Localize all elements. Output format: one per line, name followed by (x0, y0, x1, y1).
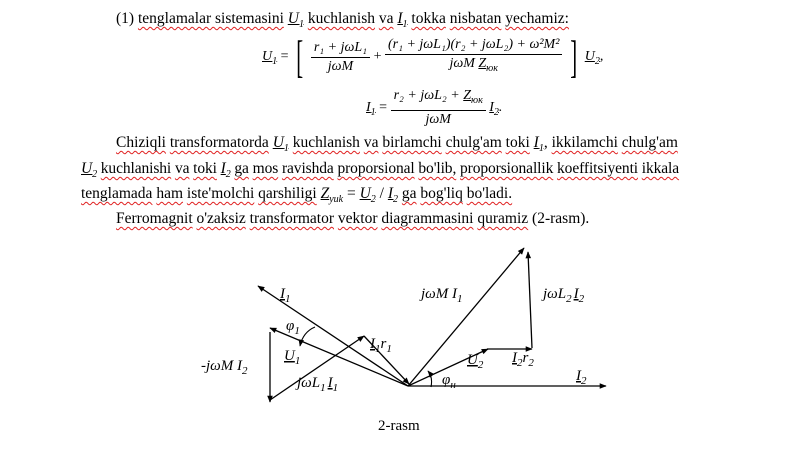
label-phi-n: $\varphi_н$ (442, 372, 456, 391)
label-I2: $I_2$ (576, 368, 587, 387)
label-I1: $I_1$ (280, 286, 291, 305)
vector-jwM-I1 (408, 248, 524, 386)
text-word: mos (252, 160, 279, 177)
label-jwM-I1: jωM $I_1$ (421, 286, 463, 305)
eq1-f1-denominator: jωM (327, 58, 354, 74)
eq1-f2-numerator: (r₁ + jωL₁)(r₂ + jωL₂) + ω²M² (385, 36, 562, 55)
text-word: va (378, 10, 394, 27)
text-word: va (363, 134, 379, 151)
text-word: Chiziqli (116, 134, 166, 151)
text-word: o'zaksiz (196, 210, 246, 227)
text-word: Ferromagnit (116, 210, 193, 227)
eq1-bracket-right: ] (570, 31, 578, 82)
eq1-plus: + (373, 49, 382, 65)
text-word: kuchlanishi (100, 160, 172, 177)
label-I1r1: $I_1r_1$ (370, 336, 392, 355)
text-word: proporsional (337, 160, 415, 177)
label-jwL2-I2: jωL$_2$ $I_2$ (543, 286, 585, 305)
var-I1: $I_1$ (533, 134, 544, 155)
label-minus-jwM-I2: -jωM $I_2$ (201, 358, 248, 377)
text-word: transformatorda (169, 134, 269, 151)
text-word: kuchlanish (307, 10, 375, 27)
text-word: koeffitsiyenti (557, 160, 638, 177)
text-word: quramiz (477, 210, 529, 227)
formula-zyuk: $Z_{yuk} = U_2 / I_2$ (320, 185, 399, 206)
angle-arc-phi-n (428, 371, 432, 387)
eq1-rhs: $U_2$ (584, 49, 600, 68)
var-U1: $U_1$ (287, 10, 304, 31)
text-word: va (174, 160, 190, 177)
label-jwL1-I1: jωL$_1$ $I_1$ (297, 375, 339, 394)
var-I2: $I_2$ (220, 160, 231, 181)
label-phi1: $\varphi_1$ (286, 318, 300, 337)
text-word: ravishda (281, 160, 334, 177)
label-U2: $U_2$ (467, 352, 484, 371)
text-word: toki (505, 134, 530, 151)
text-word: ikkilamchi (551, 134, 618, 151)
var-U2: $U_2$ (81, 160, 97, 181)
var-U1: $U_1$ (272, 134, 289, 155)
text-word: chulg'am (621, 134, 678, 151)
text-word: bog'liq (420, 185, 463, 202)
eq2-lhs: $I_1$ (366, 100, 376, 118)
text-word: kuchlanish (292, 134, 360, 151)
text-word: toki (193, 160, 217, 177)
text-word: birlamchi (382, 134, 442, 151)
text-word: qarshiligi (258, 185, 317, 202)
eq1-f2-denominator: jωM $Z_{юк}$ (449, 56, 498, 74)
eq2-rhs: $I_2$ (489, 100, 499, 118)
text-word: ga (234, 160, 249, 177)
text-word: diagrammasini (381, 210, 474, 227)
eq1-equals: = (280, 49, 289, 65)
text-punct: , (543, 134, 548, 151)
label-U1: $U_1$ (284, 348, 301, 367)
text-word: yechamiz: (505, 10, 569, 27)
vector-jwL2-I2 (528, 252, 532, 348)
text-word: iste'molchi (186, 185, 255, 202)
text-word: vektor (337, 210, 378, 227)
eq2-denominator: jωM (425, 111, 451, 127)
eq2-tail: . (498, 100, 503, 116)
figure-caption: 2-rasm (378, 418, 420, 434)
text-word: bo'lib, (418, 160, 457, 177)
text-word: tokka (411, 10, 446, 27)
text-word: bo'ladi. (466, 185, 513, 202)
equation-ref: (1) (116, 10, 135, 27)
eq2-numerator: $r_2 + j\omega L_2 + Z_{юк}$ (391, 87, 486, 111)
var-I1: $I_1$ (397, 10, 408, 31)
eq1-bracket-left: [ (296, 31, 304, 82)
figure-ref: (2-rasm). (532, 210, 590, 227)
text-word: ga (401, 185, 417, 202)
text-word: ikkala (641, 160, 680, 177)
text-word: tenglamada (81, 185, 153, 202)
text-word: transformator (249, 210, 335, 227)
eq1-f1-numerator: r₁ + jωL₁ (311, 39, 370, 58)
text-word: proporsionallik (460, 160, 554, 177)
eq1-tail: , (599, 49, 604, 65)
eq1-lhs: $U_1$ (262, 49, 278, 68)
label-I2r2: $I_2r_2$ (512, 350, 534, 369)
text-word: nisbatan (449, 10, 502, 27)
text-word: ham (156, 185, 184, 202)
eq2-equals: = (379, 100, 388, 116)
text-word: tenglamalar sistemasini (137, 10, 284, 27)
text-word: chulg'am (445, 134, 502, 151)
